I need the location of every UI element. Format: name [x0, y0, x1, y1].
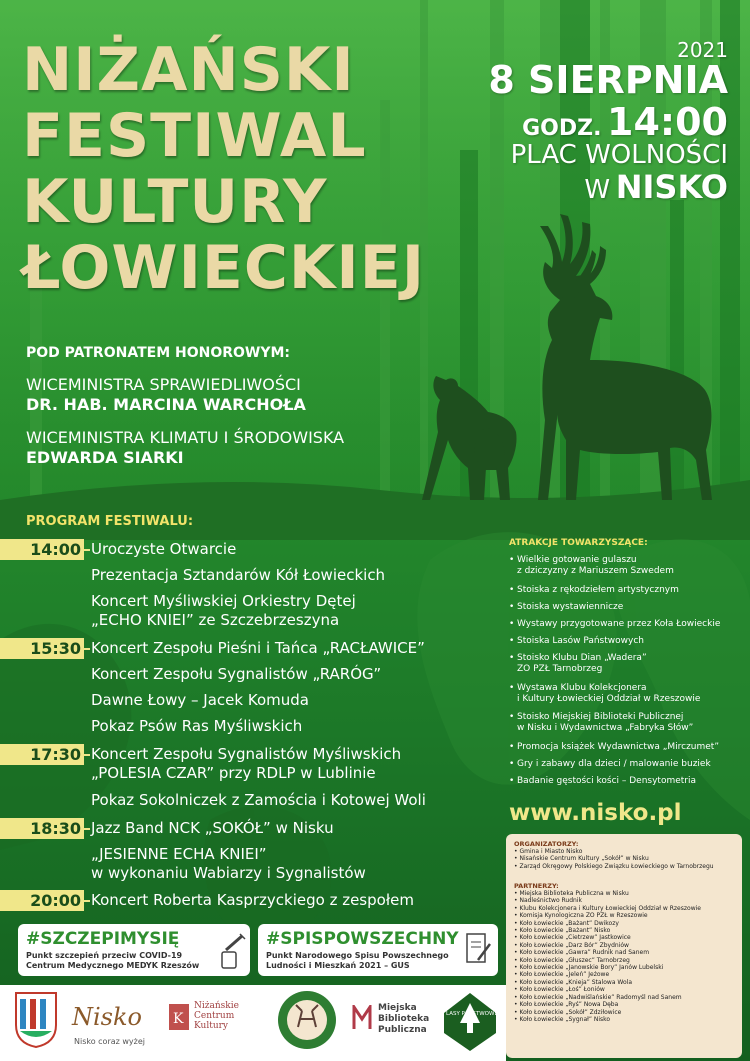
program-event: Koncert Myśliwskiej Orkiestry Dętej — [91, 592, 356, 610]
partner-item: • Koło Łowieckie „Bażant” Nisko — [514, 927, 611, 935]
svg-text:K: K — [173, 1011, 184, 1027]
time-rule — [84, 900, 90, 902]
nck-logo-text: Niżańskie Centrum Kultury — [194, 1001, 239, 1031]
attraction-item: • Promocja książek Wydawnictwa „Mirczumet” — [509, 742, 720, 752]
program-time: 18:30 — [0, 818, 84, 839]
patron-2-role: WICEMINISTRA KLIMATU I ŚRODOWISKA — [26, 428, 345, 447]
pzl-emblem-icon — [276, 989, 338, 1051]
partner-item: • Komisja Kynologiczna ZO PZŁ w Rzeszowie — [514, 912, 648, 920]
partner-item: • Koło Łowieckie „Łoś” Łoniów — [514, 986, 605, 994]
census-box — [258, 924, 498, 976]
attraction-item: w Nisku i Wydawnictwa „Fabryka Słów” — [517, 723, 694, 733]
attraction-item: • Stoiska wystawiennicze — [509, 602, 624, 612]
title-line-4: ŁOWIECKIEJ — [22, 233, 426, 303]
program-time: 17:30 — [0, 744, 84, 765]
program-event: Koncert Zespołu Sygnalistów Myśliwskich — [91, 745, 402, 763]
attraction-item: z dziczyzny z Mariuszem Szwedem — [517, 566, 674, 576]
patron-1-role: WICEMINISTRA SPRAWIEDLIWOŚCI — [26, 375, 301, 394]
partner-item: • Koło Łowieckie „Knieja” Stalowa Wola — [514, 978, 633, 986]
vaccine-line-1: Punkt szczepień przeciw COVID-19 — [26, 951, 183, 960]
vaccine-line-2: Centrum Medycznego MEDYK Rzeszów — [26, 961, 200, 970]
nisko-logo-text: Nisko — [72, 1003, 142, 1031]
program-event: w wykonaniu Wabiarzy i Sygnalistów — [91, 864, 366, 882]
nisko-slogan: Nisko coraz wyżej — [74, 1037, 146, 1046]
organizer-item: • Gmina i Miasto Nisko — [514, 848, 583, 855]
program-event: Pokaz Psów Ras Myśliwskich — [91, 717, 303, 735]
website-link[interactable]: www.nisko.pl — [509, 800, 682, 826]
nck-logo-icon — [168, 1003, 190, 1031]
program-event: Koncert Roberta Kasprzyckiego z zespołem — [91, 891, 414, 909]
nisko-coat-of-arms-icon — [14, 991, 58, 1049]
program-event: Dawne Łowy – Jacek Komuda — [91, 691, 309, 709]
organizer-item: • Zarząd Okręgowy Polskiego Związku Łowieckiego w Tarnobrzegu — [514, 862, 714, 870]
lasy-panstwowe-label: LASY PAŃSTWOWE — [446, 1011, 498, 1017]
attraction-item: • Wielkie gotowanie gulaszu — [509, 555, 637, 565]
time-rule — [84, 754, 90, 756]
attraction-item: • Stoisko Miejskiej Biblioteki Publicznej — [509, 712, 684, 722]
vaccine-box — [18, 924, 250, 976]
program-event: Koncert Zespołu Sygnalistów „RARÓG” — [91, 665, 382, 683]
partner-item: • Koło Łowieckie „Sygnał” Nisko — [514, 1015, 611, 1023]
event-hour-line — [522, 100, 728, 144]
census-hashtag: #SPISPOWSZECHNY — [266, 929, 459, 949]
attraction-item: • Stoiska Lasów Państwowych — [509, 636, 644, 646]
organizer-item: • Nisańskie Centrum Kultury „Sokół” w Nisku — [514, 855, 649, 863]
program-time: 14:00 — [0, 539, 84, 560]
program-event: „JESIENNE ECHA KNIEI” — [91, 845, 267, 863]
partner-item: • Koło Łowieckie „Bażant” Dwikozy — [514, 919, 619, 927]
time-rule — [84, 828, 90, 830]
partner-item: • Koło Łowieckie „Janowskie Bory” Janów Lubelski — [514, 964, 664, 972]
partner-item: • Koło Łowieckie „Sokół” Zdziłowice — [514, 1008, 622, 1016]
program-event: Jazz Band NCK „SOKÓŁ” w Nisku — [91, 819, 334, 837]
program-time: 20:00 — [0, 890, 84, 911]
title-line-2: FESTIWAL — [22, 101, 367, 171]
title-line-3: KULTURY — [22, 167, 328, 237]
event-hour-prefix: GODZ. — [522, 116, 602, 141]
partner-item: • Koło Łowieckie „Cietrzew” Jastkowice — [514, 934, 631, 942]
patron-1-name: DR. HAB. MARCINA WARCHOŁA — [26, 395, 306, 414]
time-rule — [84, 648, 90, 650]
partner-item: • Koło Łowieckie „Ryś” Nowa Dęba — [514, 1001, 619, 1009]
program-event: Uroczyste Otwarcie — [91, 540, 237, 558]
time-rule — [84, 549, 90, 551]
program-heading: PROGRAM FESTIWALU: — [26, 514, 194, 529]
partner-item: • Miejska Biblioteka Publiczna w Nisku — [514, 890, 629, 897]
attraction-item: i Kultury Łowieckiej Oddział w Rzeszowie — [517, 694, 701, 704]
attraction-item: ZO PZŁ Tarnobrzeg — [517, 664, 603, 674]
event-town-line — [584, 168, 728, 206]
organizers-box — [506, 834, 742, 1058]
patron-2-name: EDWARDA SIARKI — [26, 448, 184, 467]
attraction-item: • Gry i zabawy dla dzieci / malowanie buziek — [509, 759, 711, 769]
event-hour: 14:00 — [607, 100, 728, 144]
form-pen-icon — [464, 930, 492, 968]
organizers-heading: ORGANIZATORZY: — [514, 840, 579, 848]
event-place: PLAC WOLNOŚCI — [510, 140, 728, 170]
program-event: „POLESIA CZAR” przy RDLP w Lublinie — [91, 764, 376, 782]
partners-heading: PARTNERZY: — [514, 882, 559, 890]
library-logo-text: Miejska Biblioteka Publiczna — [378, 1003, 430, 1035]
title-line-1: NIŻAŃSKI — [22, 35, 355, 105]
program-event: Koncert Zespołu Pieśni i Tańca „RACŁAWICE” — [91, 639, 425, 657]
partner-item: • Klubu Kolekcjonera i Kultury Łowieckiej Oddział w Rzeszowie — [514, 904, 701, 912]
attraction-item: • Stoiska z rękodziełem artystycznym — [509, 585, 679, 595]
program-event: Prezentacja Sztandarów Kół Łowieckich — [91, 566, 386, 584]
attraction-item: • Wystawa Klubu Kolekcjonera — [509, 683, 647, 693]
library-logo-icon — [352, 1005, 372, 1031]
syringe-icon — [218, 932, 246, 970]
attraction-item: • Wystawy przygotowane przez Koła Łowieckie — [509, 619, 721, 629]
attraction-item: • Stoisko Klubu Dian „Wadera” — [509, 653, 647, 663]
patronage-heading: POD PATRONATEM HONOROWYM: — [26, 345, 291, 361]
partner-item: • Koło Łowieckie „Gawra” Rudnik nad Sanem — [514, 949, 650, 957]
event-year: 2021 — [677, 38, 728, 62]
partner-item: • Koło Łowieckie „Darz Bór” Zbydniów — [514, 941, 629, 949]
census-line-2: Ludności i Mieszkań 2021 – GUS — [266, 961, 410, 970]
event-date: 8 SIERPNIA — [488, 58, 728, 102]
partner-item: • Koło Łowieckie „Głuszec” Tarnobrzeg — [514, 956, 630, 964]
lasy-panstwowe-logo-icon — [440, 989, 500, 1053]
attraction-item: • Badanie gęstości kości – Densytometria — [509, 776, 697, 786]
program-event: „ECHO KNIEI” ze Szczebrzeszyna — [91, 611, 340, 629]
partner-item: • Nadleśnictwo Rudnik — [514, 897, 582, 905]
logos-strip — [0, 985, 506, 1061]
event-town: NISKO — [615, 168, 728, 206]
program-time: 15:30 — [0, 638, 84, 659]
partner-item: • Koło Łowieckie „Jeleń” Jeżowe — [514, 971, 610, 979]
attractions-heading: ATRAKCJE TOWARZYSZĄCE: — [509, 538, 648, 548]
event-town-prefix: W — [584, 175, 611, 205]
vaccine-hashtag: #SZCZEPIMYSIĘ — [26, 929, 180, 949]
census-line-1: Punkt Narodowego Spisu Powszechnego — [266, 951, 449, 960]
program-event: Pokaz Sokolniczek z Zamościa i Kotowej Woli — [91, 791, 426, 809]
partner-item: • Koło Łowieckie „Nadwiślańskie” Radomyśl nad Sanem — [514, 993, 682, 1001]
